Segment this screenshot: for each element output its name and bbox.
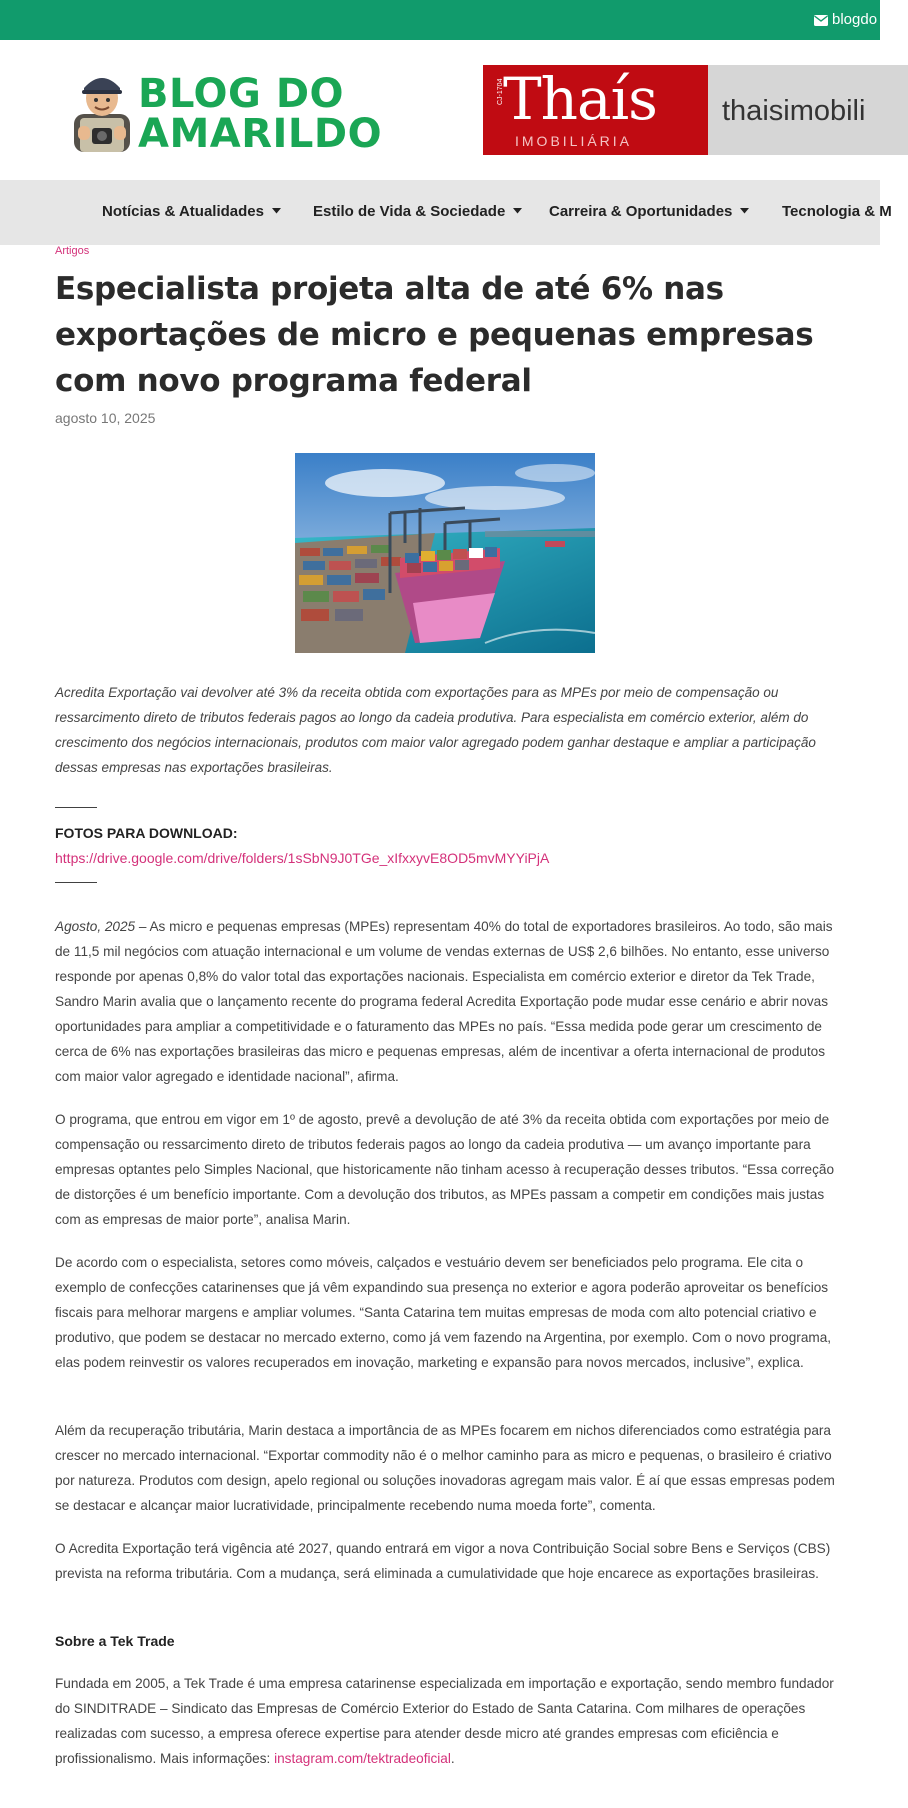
category-link[interactable]: Artigos [55, 245, 90, 257]
mascot-logo-icon[interactable] [70, 70, 134, 152]
main-nav [0, 180, 892, 245]
article-paragraph-4: Além da recuperação tributária, Marin destaca a importância de as MPEs focarem em nichos diferenciados como estratégia para crescer no mercado internacional. “Exportar commodity não é o melhor caminho para as micro e pequenas, o brasileiro é criativo por natureza. Produtos com design, apelo regional ou soluções inovadoras agregam mais valor. É aí que essas empresas podem se destacar e alcançar maior lucratividade, principalmente recebendo numa moeda forte”, comenta. [55, 1423, 835, 1513]
separator-bottom: ——— [55, 873, 97, 889]
article-lead: Acredita Exportação vai devolver até 3% da receita obtida com exportações para as MPEs por meio de compensação ou ressarcimento direto de tributos federais pagos ao longo da cadeia produtiva. Para especialista em comércio exterior, além do crescimento dos negócios internacionais, produtos com maior valor agregado podem ganhar destaque e ampliar a participação dessas empresas nas exportações brasileiras. [55, 685, 816, 775]
nav-item-carreira[interactable] [549, 203, 749, 220]
about-paragraph [55, 1671, 840, 1771]
about-end: . [450, 1751, 455, 1766]
logo-line-2: AMARILDO [138, 111, 383, 157]
nav-item-label: Tecnologia & M [782, 203, 892, 220]
nav-item-noticias[interactable] [102, 203, 281, 220]
about-heading: Sobre a Tek Trade [55, 1633, 175, 1649]
banner-brand: Thaís [503, 65, 657, 133]
banner-brand-block [483, 65, 708, 155]
caret-down-icon [740, 208, 749, 214]
about-text: Fundada em 2005, a Tek Trade é uma empresa catarinense especializada em importação e exportação, sendo membro fundador do SINDITRADE – Sindicato das Empresas de Comércio Exterior do Estado de Santa Catarina. Com milhares de operações realizadas com sucesso, a empresa oferece expertise para atender desde micro até grandes empresas com eficiência e profissionalismo. Mais informações: [55, 1676, 834, 1766]
article-paragraph-5: O Acredita Exportação terá vigência até 2027, quando entrará em vigor a nova Contribuição Social sobre Bens e Serviços (CBS) prevista na reforma tributária. Com a mudança, será eliminada a cumulatividade que hoje encarece as exportações brasileiras. [55, 1541, 831, 1581]
caret-down-icon [513, 208, 522, 214]
article-paragraph-2: O programa, que entrou em vigor em 1º de agosto, prevê a devolução de até 3% da receita obtida com exportações por meio de compensação ou ressarcimento direto de tributos federais pagos ao longo da cadeia produtiva — um avanço importante para empresas optantes pelo Simples Nacional, que historicamente não tinham acesso à recuperação desses tributos. “Essa correção de distorções é um benefício importante. Com a devolução dos tributos, as MPEs passam a competir em condições mais justas com as empresas de maior porte”, analisa Marin. [55, 1112, 835, 1227]
caret-down-icon [272, 208, 281, 214]
nav-item-label: Carreira & Oportunidades [549, 203, 733, 220]
logo-line-1: BLOG DO [138, 71, 345, 117]
banner-site-block [708, 65, 908, 155]
article-paragraph-1 [55, 914, 840, 1089]
top-bar [0, 0, 880, 40]
dateline: Agosto, 2025 [55, 919, 136, 934]
envelope-icon [814, 15, 828, 26]
email-text: blogdo [832, 11, 878, 28]
featured-image [295, 453, 595, 653]
nav-item-label: Estilo de Vida & Sociedade [313, 203, 506, 220]
download-link[interactable]: https://drive.google.com/drive/folders/1sSbN9J0TGe_xIfxxyvE8OD5mvMYYiPjA [55, 850, 550, 866]
paragraph-text: – As micro e pequenas empresas (MPEs) representam 40% do total de exportadores brasileiros. Ao todo, são mais de 11,5 mil negócios com atuação internacional e um volume de vendas externas de US$ 2,6 bilhões. No entanto, esse universo responde por apenas 0,8% do valor total das exportações nacionais. Especialista em comércio exterior e diretor da Tek Trade, Sandro Marin avalia que o lançamento recente do programa federal Acredita Exportação pode mudar esse cenário e abrir novas oportunidades para ampliar a competitividade e o faturamento das MPEs no país. “Essa medida pode gerar um crescimento de cerca de 6% nas exportações brasileiras das micro e pequenas empresas, além de incentivar a oferta internacional de produtos com maior valor agregado e identidade nacional”, afirma. [55, 919, 833, 1084]
article-paragraph-3: De acordo com o especialista, setores como móveis, calçados e vestuário devem ser beneficiados pelo programa. Ele cita o exemplo de confecções catarinenses que já vêm expandindo sua presença no exterior e agora poderão aproveitar os benefícios fiscais para melhorar margens e ampliar volumes. “Santa Catarina tem muitas empresas de moda com alto potencial criativo e produtivo, que podem se destacar no mercado externo, como já vem fazendo na Argentina, por exemplo. Com o novo programa, elas podem reinvestir os valores recuperados em inovação, marketing e expansão para novos mercados, inclusive”, explica. [55, 1255, 832, 1370]
separator-top: ——— [55, 798, 97, 814]
nav-item-tecnologia[interactable] [782, 203, 892, 220]
site-logo-text[interactable] [138, 71, 383, 157]
banner-subtitle: IMOBILIÁRIA [515, 133, 633, 149]
nav-item-label: Notícias & Atualidades [102, 203, 264, 220]
banner-site: thaisimobili [722, 95, 866, 127]
site-header [0, 40, 880, 180]
ad-banner[interactable] [483, 65, 903, 155]
article-title: Especialista projeta alta de até 6% nas exportações de micro e pequenas empresas com novo programa federal [55, 271, 814, 399]
banner-registration: CJ-1704 [497, 78, 504, 105]
instagram-link[interactable]: instagram.com/tektradeoficial [274, 1751, 451, 1766]
nav-item-estilo[interactable] [313, 203, 522, 220]
fotos-label: FOTOS PARA DOWNLOAD: [55, 825, 238, 841]
email-link[interactable] [814, 11, 877, 28]
article-date: agosto 10, 2025 [55, 410, 156, 426]
